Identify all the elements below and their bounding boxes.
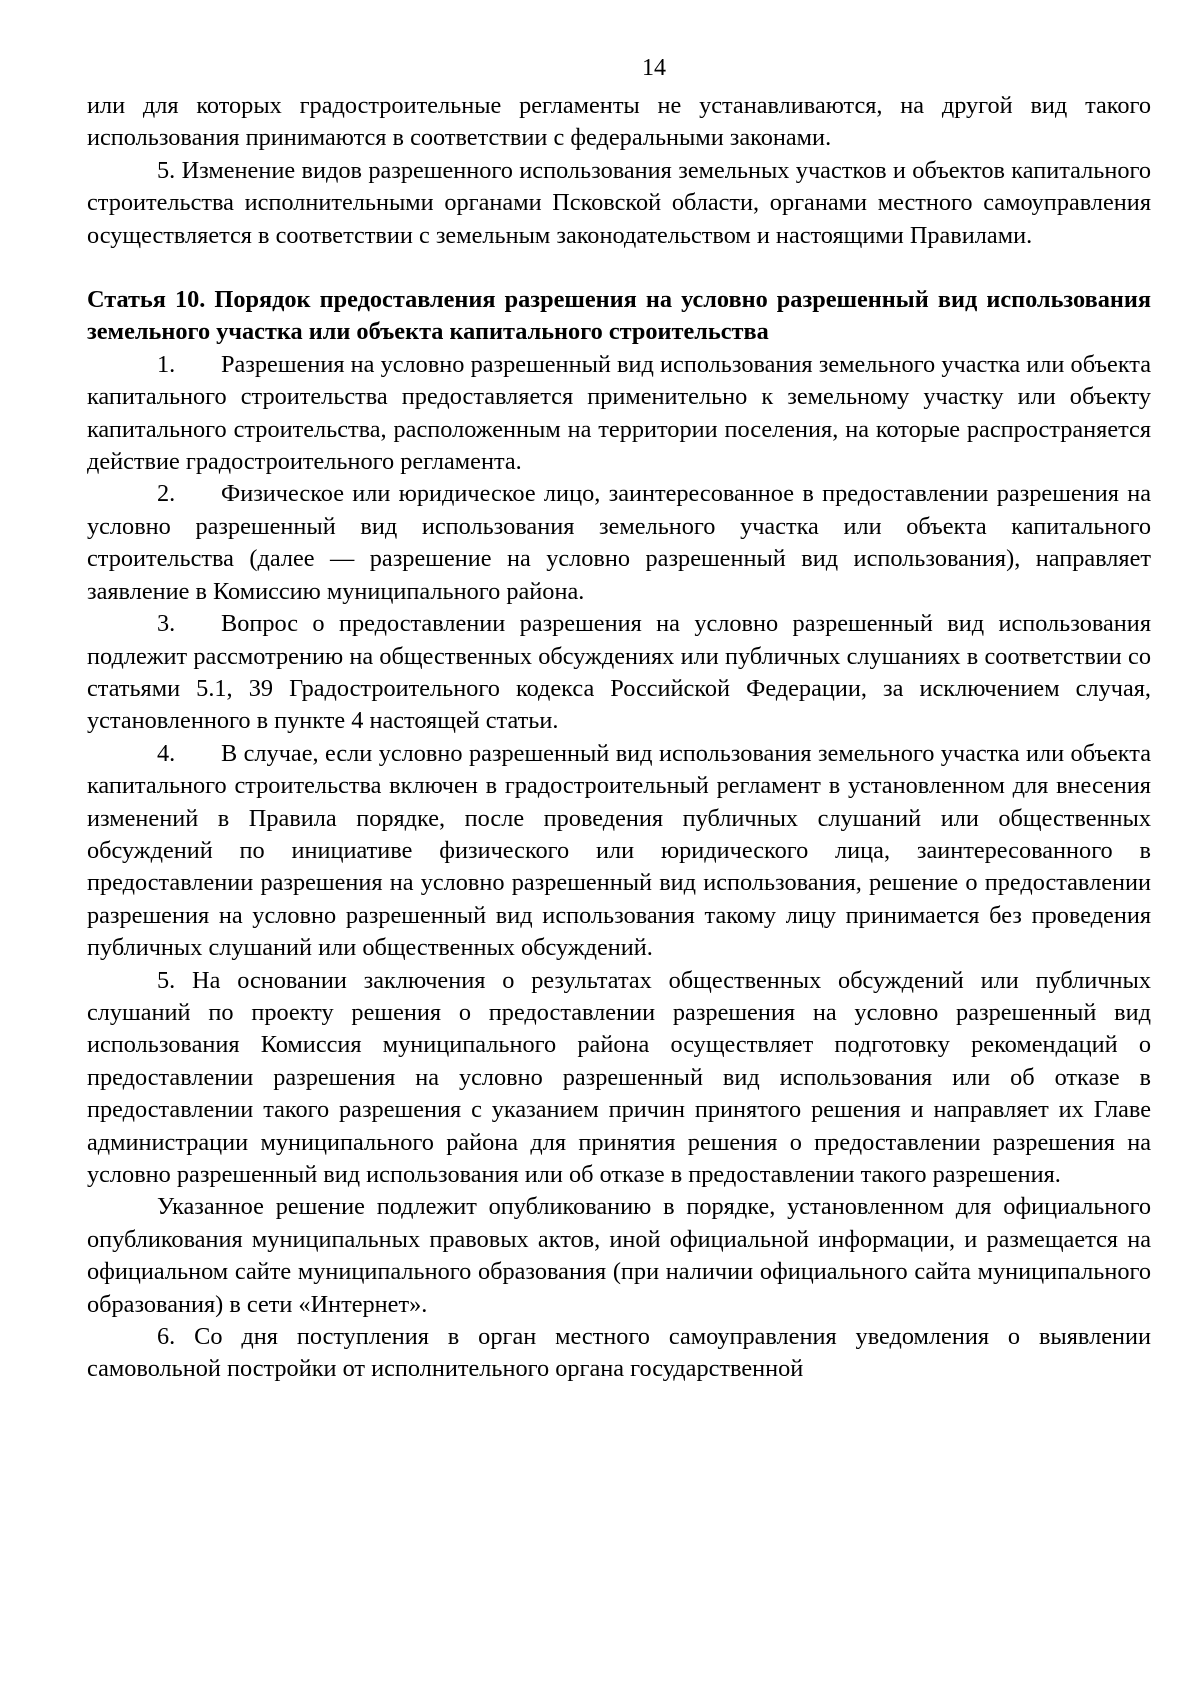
- item-text: Физическое или юридическое лицо, заинтересованное в предоставлении разрешения на условно разрешенный вид использования земельного участка или объекта капитального строительства (далее — разрешение на условно разрешенный вид использования), направляет заявление в Комиссию муниципального района.: [87, 480, 1151, 605]
- article-item-1: [87, 349, 1151, 479]
- item-number: 4.: [157, 739, 176, 767]
- article-heading: Статья 10. Порядок предоставления разрешения на условно разрешенный вид использования земельного участка или объекта капитального строительства: [87, 286, 1151, 346]
- item-number: 3.: [157, 610, 176, 638]
- article-item-2: [87, 478, 1151, 608]
- article-item-3: [87, 608, 1151, 738]
- document-page: [87, 52, 1151, 1386]
- article-item-4: [87, 738, 1151, 965]
- paragraph-continuation: или для которых градостроительные регламенты не устанавливаются, на другой вид такого использования принимаются в соответствии с федеральными законами.: [87, 92, 1151, 152]
- item-number: 2.: [157, 480, 176, 508]
- publication-paragraph: Указанное решение подлежит опубликованию в порядке, установленном для официального опубликования муниципальных правовых актов, иной официальной информации, и размещается на официальном сайте муниципального образования (при наличии официального сайта муниципального образования) в сети «Интернет».: [87, 1193, 1151, 1318]
- article-item-6: 6. Со дня поступления в орган местного самоуправления уведомления о выявлении самовольной постройки от исполнительного органа государственной: [87, 1323, 1151, 1383]
- item-text: Разрешения на условно разрешенный вид использования земельного участка или объекта капитального строительства предоставляется применительно к земельному участку или объекту капитального строительства, расположенным на территории поселения, на которые распространяется действие градостроительного регламента.: [87, 350, 1151, 476]
- item-number: 1.: [157, 350, 176, 378]
- page-number: 14: [642, 55, 666, 81]
- article-item-5: 5. На основании заключения о результатах общественных обсуждений или публичных слушаний по проекту решения о предоставлении разрешения на условно разрешенный вид использования Комиссия муниципального района осуществляет подготовку рекомендаций о предоставлении разрешения на условно разрешенный вид использования или об отказе в предоставлении такого разрешения с указанием причин принятого решения и направляет их Главе администрации муниципального района для принятия решения о предоставлении разрешения на условно разрешенный вид использования или об отказе в предоставлении такого разрешения.: [87, 966, 1151, 1188]
- item-text: Вопрос о предоставлении разрешения на условно разрешенный вид использования подлежит рассмотрению на общественных обсуждениях или публичных слушаниях в соответствии со статьями 5.1, 39 Градостроительного кодекса Российской Федерации, за исключением случая, установленного в пункте 4 настоящей статьи.: [87, 610, 1151, 735]
- paragraph-item-5: 5. Изменение видов разрешенного использования земельных участков и объектов капитального строительства исполнительными органами Псковской области, органами местного самоуправления осуществляется в соответствии с земельным законодательством и настоящими Правилами.: [87, 156, 1151, 249]
- item-text: В случае, если условно разрешенный вид использования земельного участка или объекта капитального строительства включен в градостроительный регламент в установленном для внесения изменений в Правила порядке, после проведения публичных слушаний или общественных обсуждений по инициативе физического или юридического лица, заинтересованного в предоставлении разрешения на условно разрешенный вид использования, решение о предоставлении разрешения на условно разрешенный вид использования такому лицу принимается без проведения публичных слушаний или общественных обсуждений.: [87, 739, 1151, 962]
